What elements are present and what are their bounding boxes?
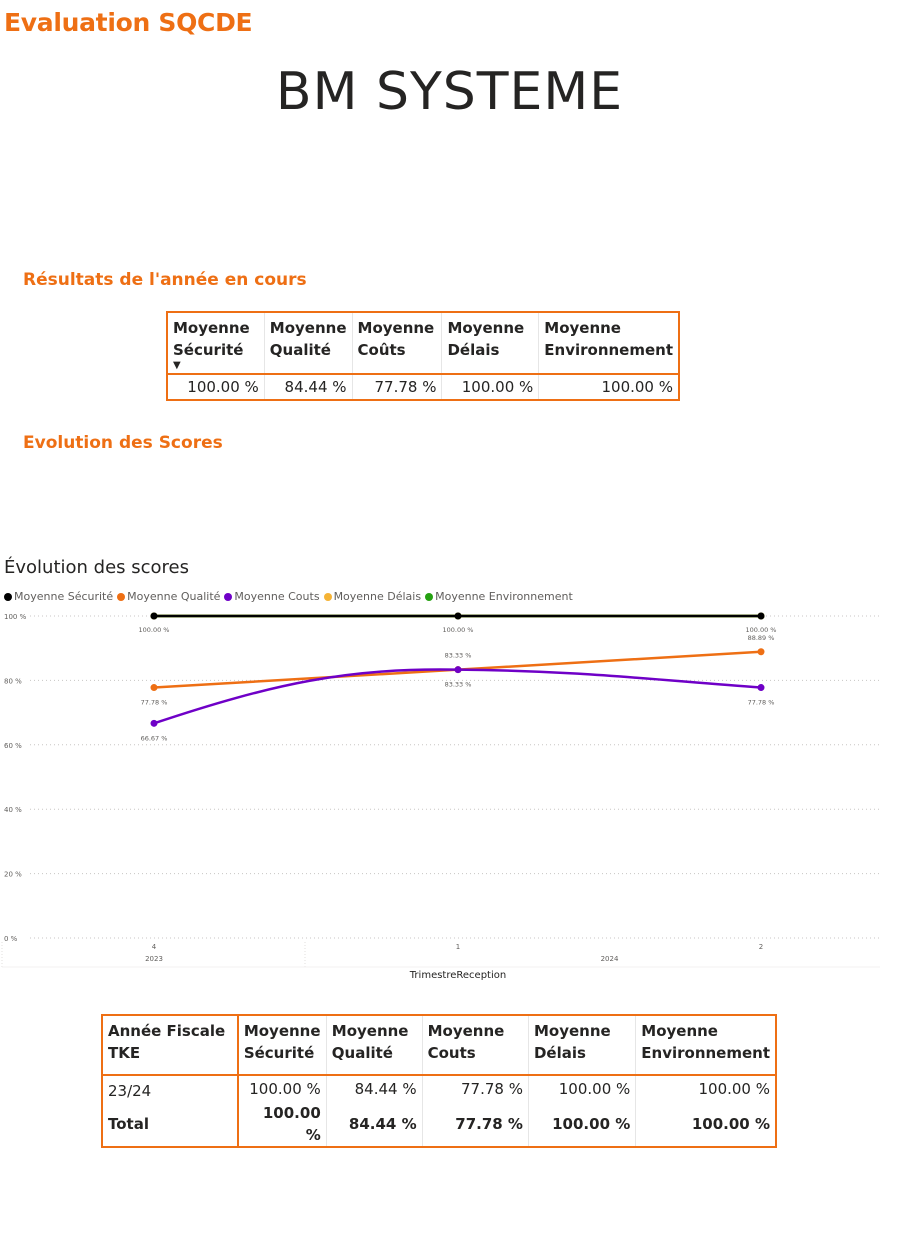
data-point [758,684,765,691]
y-tick-label: 0 % [4,935,18,943]
cell-environnement: 100.00 % [636,1075,776,1102]
sort-descending-icon[interactable]: ▼ [173,360,181,371]
y-tick-label: 40 % [4,806,22,815]
cell-couts: 77.78 % [422,1075,528,1102]
cell-qualite: 84.44 % [264,374,352,400]
total-row [102,1102,776,1147]
data-point [758,613,765,620]
cell-total-label: Total [102,1102,238,1147]
legend-dot-icon [117,593,125,601]
y-tick-label: 100 % [4,613,27,621]
cell-total-environnement: 100.00 % [636,1102,776,1147]
section-title-evolution: Evolution des Scores [23,433,223,453]
cell-securite: 100.00 % [167,374,264,400]
company-name: BM SYSTEME [275,62,624,122]
cell-total-securite: 100.00 % [262,1104,321,1144]
data-label: 100.00 % [138,626,170,634]
data-point [151,684,158,691]
data-label: 77.78 % [747,698,775,707]
legend-item-securite[interactable]: Moyenne Sécurité [4,590,113,603]
line-chart[interactable] [0,605,899,985]
column-header-environnement[interactable]: Moyenne Environnement [636,1015,776,1075]
data-label: 77.78 % [140,698,168,707]
data-point [455,613,462,620]
x-tick-label: 2 [758,943,764,951]
cell-delais: 100.00 % [442,374,539,400]
summary-table-header [167,312,679,374]
summary-table [166,311,680,401]
chart-legend [4,590,577,603]
y-tick-label: 80 % [4,677,22,686]
legend-dot-icon [224,593,232,601]
legend-dot-icon [324,593,332,601]
legend-item-delais[interactable]: Moyenne Délais [324,590,422,603]
data-point [151,613,158,620]
page-title: Evaluation SQCDE [4,8,253,37]
x-tick-label: 4 [151,943,157,951]
x-group-label: 2023 [145,955,163,963]
column-header-environnement[interactable]: Moyenne Environnement [539,312,679,374]
cell-couts: 77.78 % [352,374,442,400]
series-line-couts [154,670,761,724]
legend-item-qualite[interactable]: Moyenne Qualité [117,590,220,603]
table-row [167,374,679,400]
cell-total-qualite: 84.44 % [326,1102,422,1147]
data-label: 66.67 % [140,734,168,743]
data-label: 100.00 % [745,626,777,634]
data-point [758,648,765,655]
cell-total-delais: 100.00 % [528,1102,635,1147]
column-header-couts[interactable]: Moyenne Couts [422,1015,528,1075]
column-header-couts[interactable]: Moyenne Coûts [352,312,442,374]
x-axis-title: TrimestreReception [409,970,507,981]
legend-dot-icon [4,593,12,601]
chart-title: Évolution des scores [4,557,189,578]
cell-total-couts: 77.78 % [422,1102,528,1147]
legend-item-environnement[interactable]: Moyenne Environnement [425,590,573,603]
column-header-annee-fiscale[interactable]: Année Fiscale TKE [102,1015,238,1075]
fiscal-year-table [101,1014,777,1148]
column-header-securite[interactable]: Moyenne Sécurité [238,1015,326,1075]
x-tick-label: 1 [455,943,461,951]
column-header-qualite[interactable]: Moyenne Qualité [326,1015,422,1075]
cell-year[interactable]: 23/24 [102,1075,238,1102]
fiscal-table-header [102,1015,776,1075]
section-title-current-year: Résultats de l'année en cours [23,270,307,290]
cell-securite: 100.00 % [249,1080,321,1098]
column-header-delais[interactable]: Moyenne Délais [528,1015,635,1075]
legend-dot-icon [425,593,433,601]
legend-item-couts[interactable]: Moyenne Couts [224,590,319,603]
data-label: 88.89 % [747,633,775,642]
cell-delais: 100.00 % [528,1075,635,1102]
data-label: 83.33 % [444,680,472,689]
x-group-label: 2024 [600,955,619,963]
column-header-securite[interactable]: Moyenne Sécurité ▼ [167,312,264,374]
cell-qualite: 84.44 % [326,1075,422,1102]
y-tick-label: 20 % [4,870,22,879]
data-label: 100.00 % [442,626,474,634]
data-point [151,720,158,727]
column-header-qualite[interactable]: Moyenne Qualité [264,312,352,374]
y-tick-label: 60 % [4,741,22,750]
data-point [455,666,462,673]
cell-environnement: 100.00 % [539,374,679,400]
data-label: 83.33 % [444,651,472,660]
column-header-delais[interactable]: Moyenne Délais [442,312,539,374]
table-row [102,1075,776,1102]
